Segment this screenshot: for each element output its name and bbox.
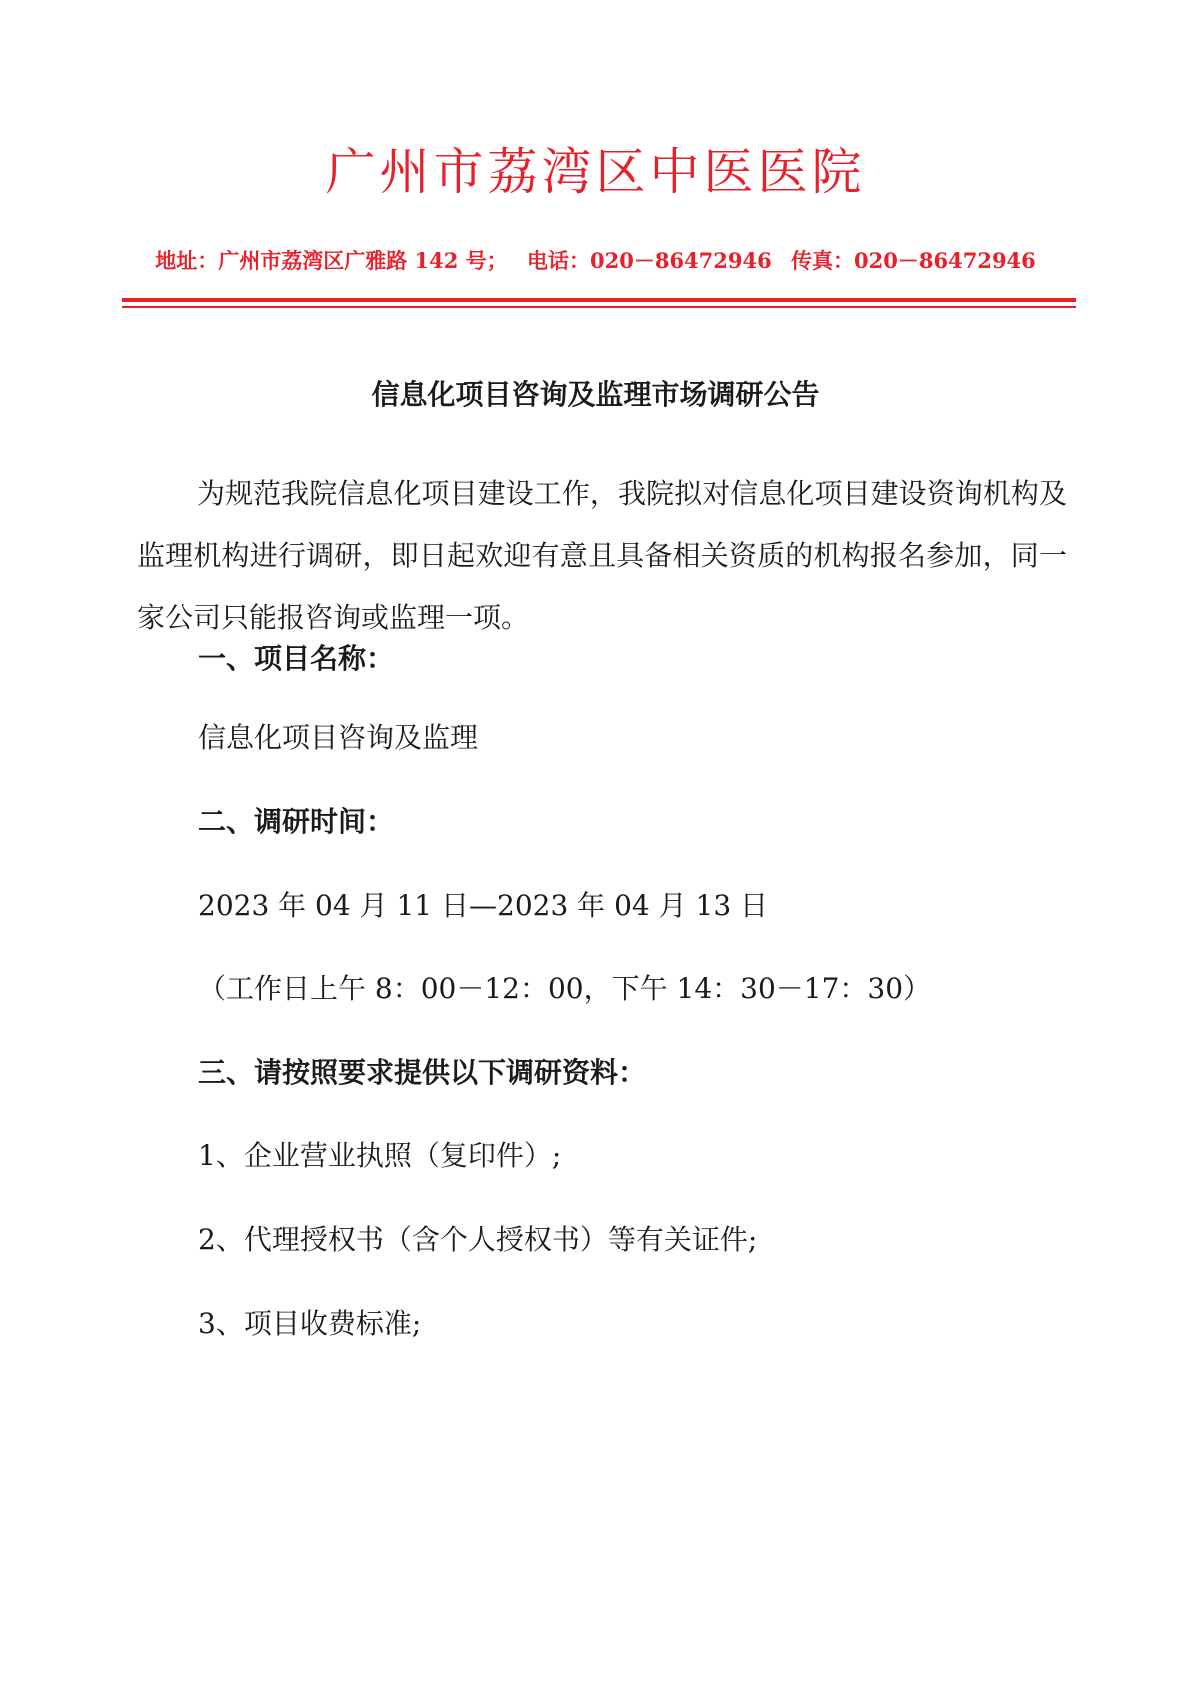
material-item: 3、项目收费标准; bbox=[198, 1307, 422, 1340]
letterhead-divider-thin bbox=[122, 306, 1076, 308]
letterhead-fax: 传真：020－86472946 bbox=[791, 248, 1036, 273]
letterhead-divider-thick bbox=[122, 298, 1076, 302]
notice-intro-paragraph: 为规范我院信息化项目建设工作，我院拟对信息化项目建设资询机构及监理机构进行调研，即日起欢迎有意且具备相关资质的机构报名参加，同一家公司只能报咨询或监理一项。 bbox=[137, 477, 1067, 634]
letterhead-address: 地址：广州市荔湾区广雅路 142 号； bbox=[155, 248, 508, 273]
section-heading-project-name: 一、项目名称： bbox=[198, 642, 395, 675]
section-heading-survey-time: 二、调研时间： bbox=[198, 805, 395, 838]
material-item: 1、企业营业执照（复印件）; bbox=[198, 1139, 562, 1172]
survey-date-range: 2023 年 04 月 11 日—2023 年 04 月 13 日 bbox=[198, 889, 769, 922]
letterhead-org-name: 广州市荔湾区中医医院 bbox=[325, 143, 866, 201]
material-item: 2、代理授权书（含个人授权书）等有关证件; bbox=[198, 1223, 758, 1256]
survey-working-hours: （工作日上午 8：00－12：00，下午 14：30－17：30） bbox=[198, 972, 932, 1005]
letterhead-phone: 电话：020－86472946 bbox=[527, 248, 772, 273]
project-name-text: 信息化项目咨询及监理 bbox=[198, 721, 479, 754]
letterhead-contact-line bbox=[0, 247, 1191, 275]
notice-title: 信息化项目咨询及监理市场调研公告 bbox=[371, 378, 820, 411]
section-heading-materials: 三、请按照要求提供以下调研资料： bbox=[198, 1056, 647, 1089]
